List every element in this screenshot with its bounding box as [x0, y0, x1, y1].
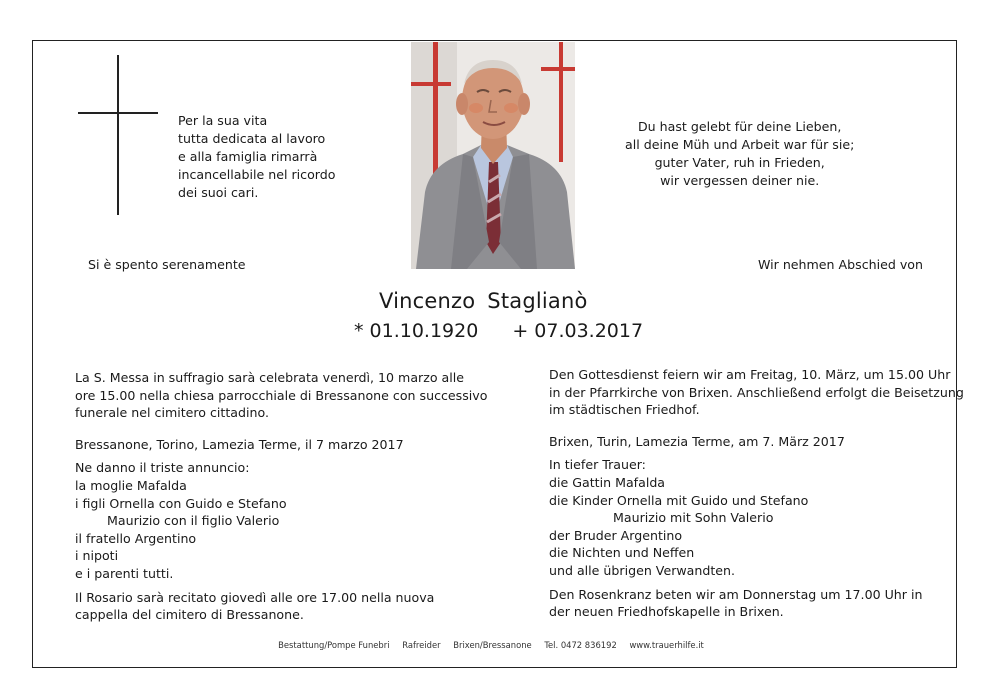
- mourner-line: i nipoti: [75, 548, 119, 564]
- mourner-line: Maurizio con il figlio Valerio: [107, 513, 280, 529]
- birth-date: * 01.10.1920: [354, 320, 479, 342]
- mass-line: Den Gottesdienst feiern wir am Freitag, 10. März, um 15.00 Uhr: [549, 367, 951, 382]
- verse-line: dei suoi cari.: [178, 185, 259, 200]
- mourner-line: und alle übrigen Verwandten.: [549, 562, 736, 578]
- mourner-line: i figli Ornella con Guido e Stefano: [75, 495, 287, 511]
- mourner-line: Maurizio mit Sohn Valerio: [613, 510, 774, 526]
- intro-german: Wir nehmen Abschied von: [757, 257, 923, 272]
- footer-web: www.trauerhilfe.it: [629, 640, 704, 650]
- cross-horizontal-bar: [78, 112, 158, 114]
- mourner-line: la moglie Mafalda: [75, 477, 187, 493]
- place-date: Bressanone, Torino, Lamezia Terme, il 7 marzo 2017: [75, 436, 404, 452]
- german-column: [549, 366, 964, 621]
- mourner-line: Ne danno il triste annuncio:: [75, 460, 250, 476]
- death-date: + 07.03.2017: [512, 320, 644, 342]
- portrait-illustration: [411, 42, 575, 269]
- footer-phone: Tel. 0472 836192: [544, 640, 617, 650]
- mourner-line: e i parenti tutti.: [75, 565, 174, 581]
- mourner-line: die Nichten und Neffen: [549, 545, 695, 561]
- cross-vertical-bar: [117, 55, 119, 215]
- verse-german: [625, 118, 854, 190]
- deceased-name: [379, 289, 588, 313]
- rosary-line: Il Rosario sarà recitato giovedì alle ore 17.00 nella nuova: [75, 589, 435, 605]
- verse-line: tutta dedicata al lavoro: [178, 131, 326, 146]
- first-name: Vincenzo: [379, 289, 476, 313]
- footer-town: Brixen/Bressanone: [453, 640, 532, 650]
- mourner-line: In tiefer Trauer:: [549, 457, 646, 473]
- rosary-line: der neuen Friedhofskapelle in Brixen.: [549, 604, 784, 620]
- verse-line: e alla famiglia rimarrà: [178, 149, 318, 164]
- portrait-photo: [411, 42, 575, 269]
- mourner-line: die Kinder Ornella mit Guido und Stefano: [549, 492, 809, 508]
- mass-line: ore 15.00 nella chiesa parrocchiale di Bressanone con successivo: [75, 387, 488, 403]
- intro-italian: Si è spento serenamente: [88, 257, 246, 272]
- mourner-line: die Gattin Mafalda: [549, 474, 666, 490]
- life-dates: [354, 320, 643, 342]
- last-name: Staglianò: [487, 289, 588, 313]
- rosary-line: Den Rosenkranz beten wir am Donnerstag um 17.00 Uhr in: [549, 586, 923, 602]
- verse-line: Du hast gelebt für deine Lieben,: [637, 119, 842, 134]
- footer-company: Bestattung/Pompe Funebri: [278, 640, 390, 650]
- verse-line: incancellabile nel ricordo: [178, 167, 336, 182]
- mourner-line: il fratello Argentino: [75, 530, 197, 546]
- footer-name: Rafreider: [402, 640, 441, 650]
- mass-line: im städtischen Friedhof.: [549, 402, 700, 418]
- mass-line: La S. Messa in suffragio sarà celebrata venerdì, 10 marzo alle: [75, 370, 464, 385]
- verse-line: wir vergessen deiner nie.: [660, 173, 820, 188]
- verse-line: all deine Müh und Arbeit war für sie;: [625, 137, 855, 152]
- verse-line: guter Vater, ruh in Frieden,: [654, 155, 825, 170]
- italian-column: [75, 369, 487, 624]
- mourner-line: der Bruder Argentino: [549, 527, 683, 543]
- verse-italian: [178, 112, 335, 202]
- mass-line: in der Pfarrkirche von Brixen. Anschließend erfolgt die Beisetzung: [549, 384, 964, 400]
- funeral-home-footer: [0, 640, 982, 650]
- rosary-line: cappella del cimitero di Bressanone.: [75, 607, 304, 623]
- verse-line: Per la sua vita: [178, 113, 268, 128]
- place-date: Brixen, Turin, Lamezia Terme, am 7. März 2017: [549, 433, 845, 449]
- mass-line: funerale nel cimitero cittadino.: [75, 405, 269, 421]
